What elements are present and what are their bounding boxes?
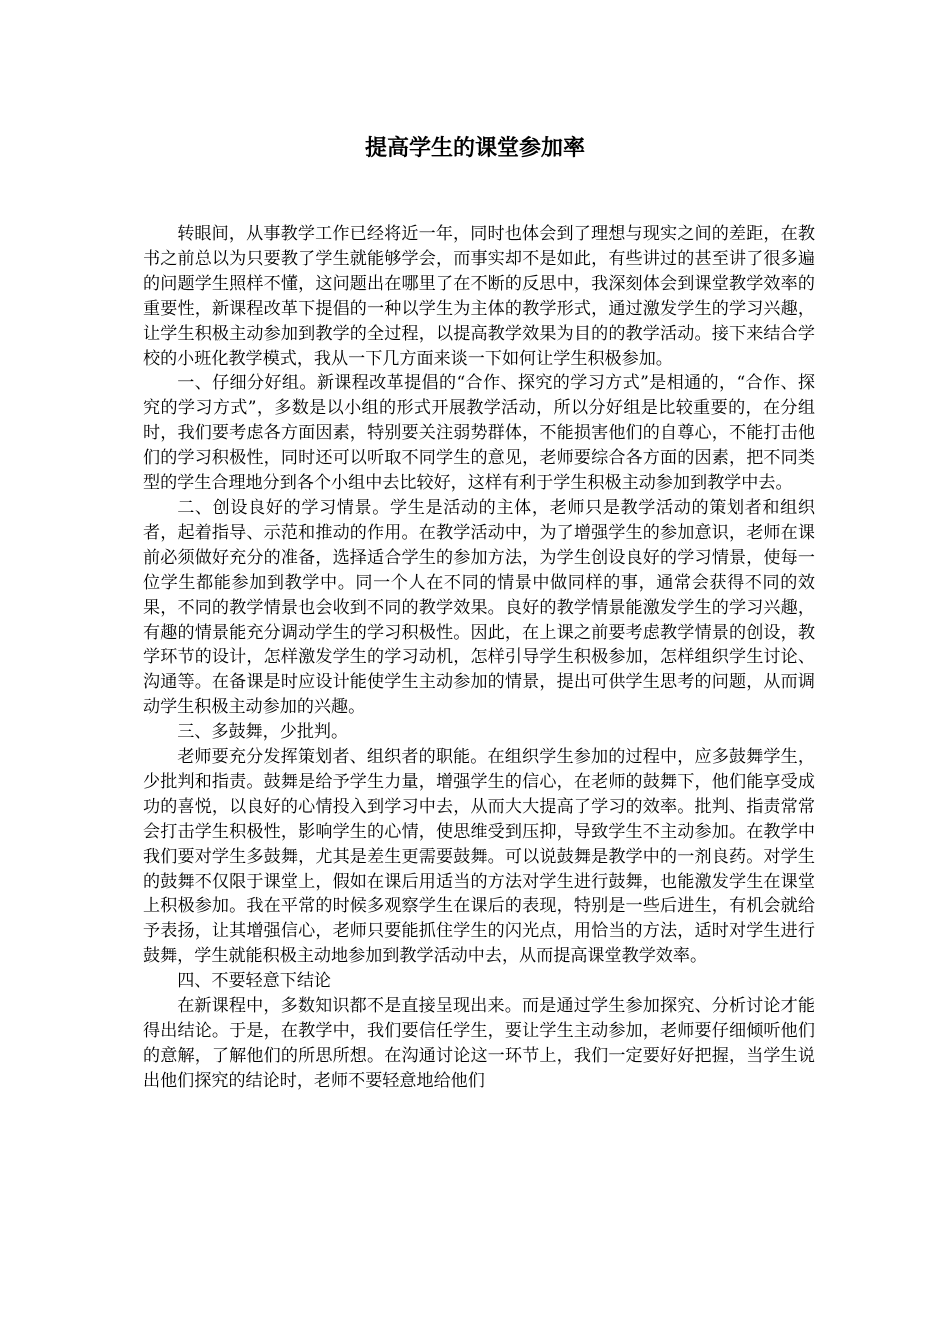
section-3-paragraph: 老师要充分发挥策划者、组织者的职能。在组织学生参加的过程中，应多鼓舞学生，少批判和指责。鼓舞是给予学生力量，增强学生的信心，在老师的鼓舞下，他们能享受成功的喜悦，以良好的心情投入到学习中去，从而大大提高了学习的效率。批判、指责常常会打击学生积极性，影响学生的心情，使思维受到压抑，导致学生不主动参加。在教学中我们要对学生多鼓舞，尤其是差生更需要鼓舞。可以说鼓舞是教学中的一剂良药。对学生的鼓舞不仅限于课堂上，假如在课后用适当的方法对学生进行鼓舞，也能激发学生在课堂上积极参加。我在平常的时候多观察学生在课后的表现，特别是一些后进生，有机会就给予表扬，让其增强信心，老师只要能抓住学生的闪光点，用恰当的方法，适时对学生进行鼓舞，学生就能积极主动地参加到教学活动中去，从而提高课堂教学效率。 (143, 747, 815, 967)
section-4-heading: 四、不要轻意下结论 (177, 971, 332, 992)
section-4-paragraph: 在新课程中，多数知识都不是直接呈现出来。而是通过学生参加探究、分析讨论才能得出结论。于是，在教学中，我们要信任学生，要让学生主动参加，老师要仔细倾听他们的意解，了解他们的所思所想。在沟通讨论这一环节上，我们一定要好好把握，当学生说出他们探究的结论时，老师不要轻意地给他们 (143, 996, 815, 1091)
document-title: 提高学生的课堂参加率 (364, 136, 585, 161)
section-3-heading: 三、多鼓舞，少批判。 (177, 722, 349, 743)
document-body (143, 222, 815, 1094)
intro-paragraph: 转眼间，从事教学工作已经将近一年，同时也体会到了理想与现实之间的差距，在教书之前总以为只要教了学生就能够学会，而事实却不是如此，有些讲过的甚至讲了很多遍的问题学生照样不懂，这问题出在哪里了在不断的反思中，我深刻体会到课堂教学效率的重要性，新课程改革下提倡的一种以学生为主体的教学形式，通过激发学生的学习兴趣，让学生积极主动参加到教学的全过程，以提高教学效果为目的的教学活动。接下来结合学校的小班化教学模式，我从一下几方面来谈一下如何让学生积极参加。 (143, 224, 815, 369)
section-1-paragraph: 一、仔细分好组。新课程改革提倡的“合作、探究的学习方式”是相通的，“合作、探究的学习方式”，多数是以小组的形式开展教学活动，所以分好组是比较重要的，在分组时，我们要考虑各方面因素，特别要关注弱势群体，不能损害他们的自尊心，不能打击他们的学习积极性，同时还可以听取不同学生的意见，老师要综合各方面的因素，把不同类型的学生合理地分到各个小组中去比较好，这样有利于学生积极主动参加到教学中去。 (143, 373, 815, 494)
section-2-paragraph: 二、创设良好的学习情景。学生是活动的主体，老师只是教学活动的策划者和组织者，起着指导、示范和推动的作用。在教学活动中，为了增强学生的参加意识，老师在课前必须做好充分的准备，选择适合学生的参加方法，为学生创设良好的学习情景，使每一位学生都能参加到教学中。同一个人在不同的情景中做同样的事，通常会获得不同的效果，不同的教学情景也会收到不同的教学效果。良好的教学情景能激发学生的学习兴趣，有趣的情景能充分调动学生的学习积极性。因此，在上课之前要考虑教学情景的创设，教学环节的设计，怎样激发学生的学习动机，怎样引导学生积极参加，怎样组织学生讨论、沟通等。在备课是时应设计能使学生主动参加的情景，提出可供学生思考的问题，从而调动学生积极主动参加的兴趣。 (143, 497, 815, 718)
